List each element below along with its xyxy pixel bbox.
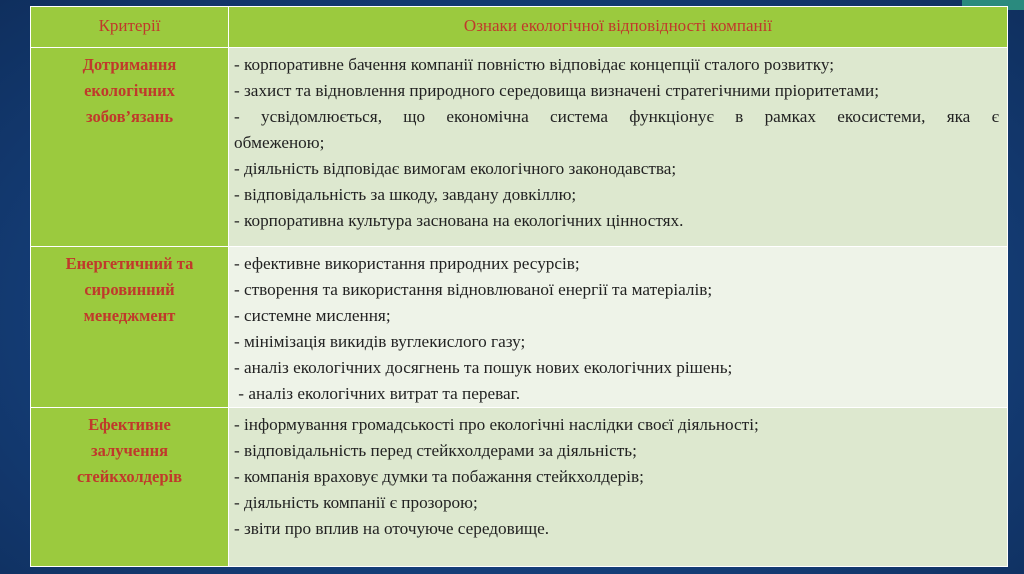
criterion-label: Дотримання xyxy=(82,55,177,74)
header-criteria: Критерії xyxy=(31,7,229,48)
list-item: - діяльність компанії є прозорою; xyxy=(234,493,478,512)
list-item: - відповідальність перед стейкхолдерами за діяльність; xyxy=(234,441,637,460)
list-item: - створення та використання відновлюваної енергії та матеріалів; xyxy=(234,280,713,299)
list-item: - корпоративна культура заснована на екологічних цінностях. xyxy=(234,211,684,230)
eco-compliance-table xyxy=(30,6,1008,567)
criterion-label: менеджмент xyxy=(83,306,176,325)
criterion-label: стейкхолдерів xyxy=(76,467,183,486)
list-item: - компанія враховує думки та побажання стейкхолдерів; xyxy=(234,467,644,486)
signs-cell xyxy=(229,408,1008,567)
list-item: - відповідальність за шкоду, завдану довкіллю; xyxy=(234,185,577,204)
list-item: обмеженою; xyxy=(234,133,325,152)
signs-cell xyxy=(229,48,1008,247)
list-item: - аналіз екологічних витрат та переваг. xyxy=(234,384,521,403)
list-item: - системне мислення; xyxy=(234,306,391,325)
list-item: - захист та відновлення природного середовища визначені стратегічними пріоритетами; xyxy=(234,81,880,100)
list-item: - корпоративне бачення компанії повністю відповідає концепції сталого розвитку; xyxy=(234,55,834,74)
list-item: - аналіз екологічних досягнень та пошук нових екологічних рішень; xyxy=(234,358,733,377)
header-signs: Ознаки екологічної відповідності компанії xyxy=(229,7,1008,48)
criterion-label: Енергетичний та xyxy=(65,254,194,273)
signs-cell xyxy=(229,247,1008,408)
criterion-label: Ефективне xyxy=(88,415,171,434)
criterion-label: сировинний xyxy=(84,280,175,299)
table-row xyxy=(31,247,1008,408)
criterion-cell xyxy=(31,247,229,408)
table-header-row xyxy=(31,7,1008,48)
table-row xyxy=(31,48,1008,247)
criterion-label: зобов’язань xyxy=(85,107,174,126)
list-item: - діяльність відповідає вимогам екологічного законодавства; xyxy=(234,159,677,178)
list-item: - звіти про вплив на оточуюче середовище. xyxy=(234,519,550,538)
criterion-cell xyxy=(31,408,229,567)
criterion-cell xyxy=(31,48,229,247)
criterion-label: залучення xyxy=(90,441,169,460)
criterion-label: екологічних xyxy=(84,81,175,100)
list-item: - інформування громадськості про екологічні наслідки своєї діяльності; xyxy=(234,415,759,434)
list-item: - мінімізація викидів вуглекислого газу; xyxy=(234,332,526,351)
table-row xyxy=(31,408,1008,567)
list-item: - усвідомлюється, що економічна система функціонує в рамках екосистеми, яка є xyxy=(234,107,999,126)
list-item: - ефективне використання природних ресурсів; xyxy=(234,254,580,273)
